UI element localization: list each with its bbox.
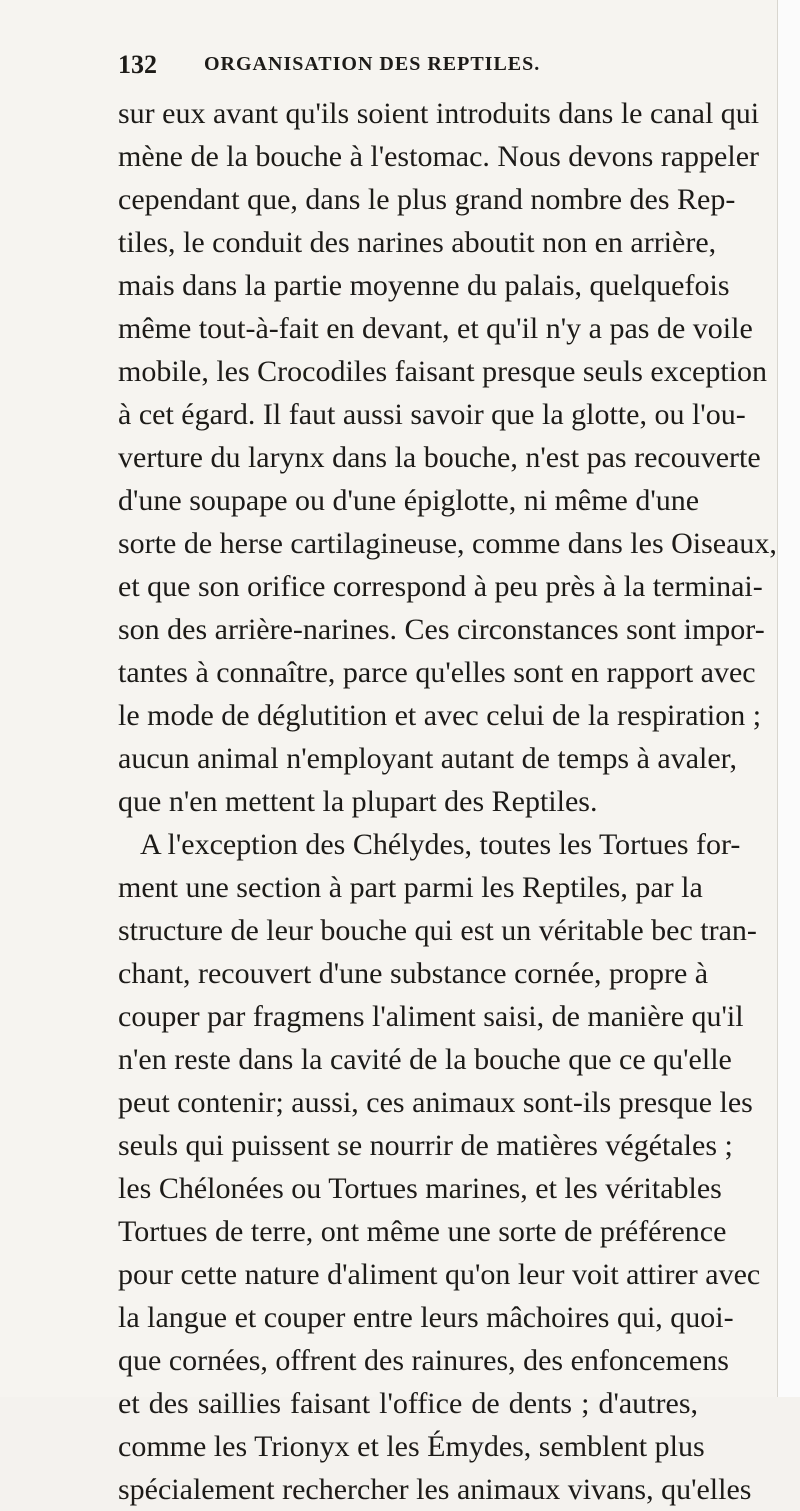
paragraph-first-line: A l'exception des Chélydes, toutes les Tortues for- <box>140 828 741 861</box>
running-title: ORGANISATION DES REPTILES. <box>204 53 541 75</box>
text-line: sorte de herse cartilagineuse, comme dans les Oiseaux, <box>118 527 777 560</box>
page-edge <box>777 0 800 1397</box>
text-line: à cet égard. Il faut aussi savoir que la glotte, ou l'ou- <box>118 398 746 431</box>
text-line: la langue et couper entre leurs mâchoires qui, quoi- <box>118 1301 734 1334</box>
text-line: les Chélonées ou Tortues marines, et les véritables <box>118 1172 722 1205</box>
text-line: mène de la bouche à l'estomac. Nous devons rappeler <box>118 140 760 173</box>
text-line: le mode de déglutition et avec celui de la respiration ; <box>118 699 762 732</box>
text-line: pour cette nature d'aliment qu'on leur voit attirer avec <box>118 1258 761 1291</box>
page-number: 132 <box>118 50 157 79</box>
text-line: mobile, les Crocodiles faisant presque seuls exception <box>118 355 767 388</box>
text-line: peut contenir; aussi, ces animaux sont-ils presque les <box>118 1086 753 1119</box>
text-line: que cornées, offrent des rainures, des enfoncemens <box>118 1344 729 1377</box>
text-line: structure de leur bouche qui est un véritable bec tran- <box>118 914 757 947</box>
paragraph-last-line: que n'en mettent la plupart des Reptiles. <box>118 785 598 818</box>
text-line: même tout-à-fait en devant, et qu'il n'y a pas de voile <box>118 312 753 345</box>
text-line: spécialement rechercher les animaux vivans, qu'elles <box>118 1473 752 1506</box>
text-line: d'une soupape ou d'une épiglotte, ni même d'une <box>118 484 700 517</box>
text-line: cependant que, dans le plus grand nombre des Rep- <box>118 183 736 216</box>
page-header <box>118 48 678 86</box>
text-line: comme les Trionyx et les Émydes, semblent plus <box>118 1430 705 1463</box>
text-line: et que son orifice correspond à peu près à la terminai- <box>118 570 763 603</box>
text-line: couper par fragmens l'aliment saisi, de manière qu'il <box>118 1000 744 1033</box>
text-line: son des arrière-narines. Ces circonstances sont impor- <box>118 613 765 646</box>
text-line: ment une section à part parmi les Reptiles, par la <box>118 871 703 904</box>
body-text <box>118 92 777 1511</box>
text-line: tiles, le conduit des narines aboutit non en arrière, <box>118 226 717 259</box>
text-line: et des saillies faisant l'office de dents ; d'autres, <box>118 1387 698 1420</box>
text-line: chant, recouvert d'une substance cornée, propre à <box>118 957 709 990</box>
text-line: tantes à connaître, parce qu'elles sont en rapport avec <box>118 656 756 689</box>
text-line: Tortues de terre, ont même une sorte de préférence <box>118 1215 727 1248</box>
text-line: sur eux avant qu'ils soient introduits dans le canal qui <box>118 97 760 130</box>
text-line: mais dans la partie moyenne du palais, quelquefois <box>118 269 730 302</box>
text-line: aucun animal n'employant autant de temps à avaler, <box>118 742 737 775</box>
text-line: n'en reste dans la cavité de la bouche que ce qu'elle <box>118 1043 732 1076</box>
text-line: seuls qui puissent se nourrir de matières végétales ; <box>118 1129 733 1162</box>
text-line: verture du larynx dans la bouche, n'est pas recouverte <box>118 441 761 474</box>
